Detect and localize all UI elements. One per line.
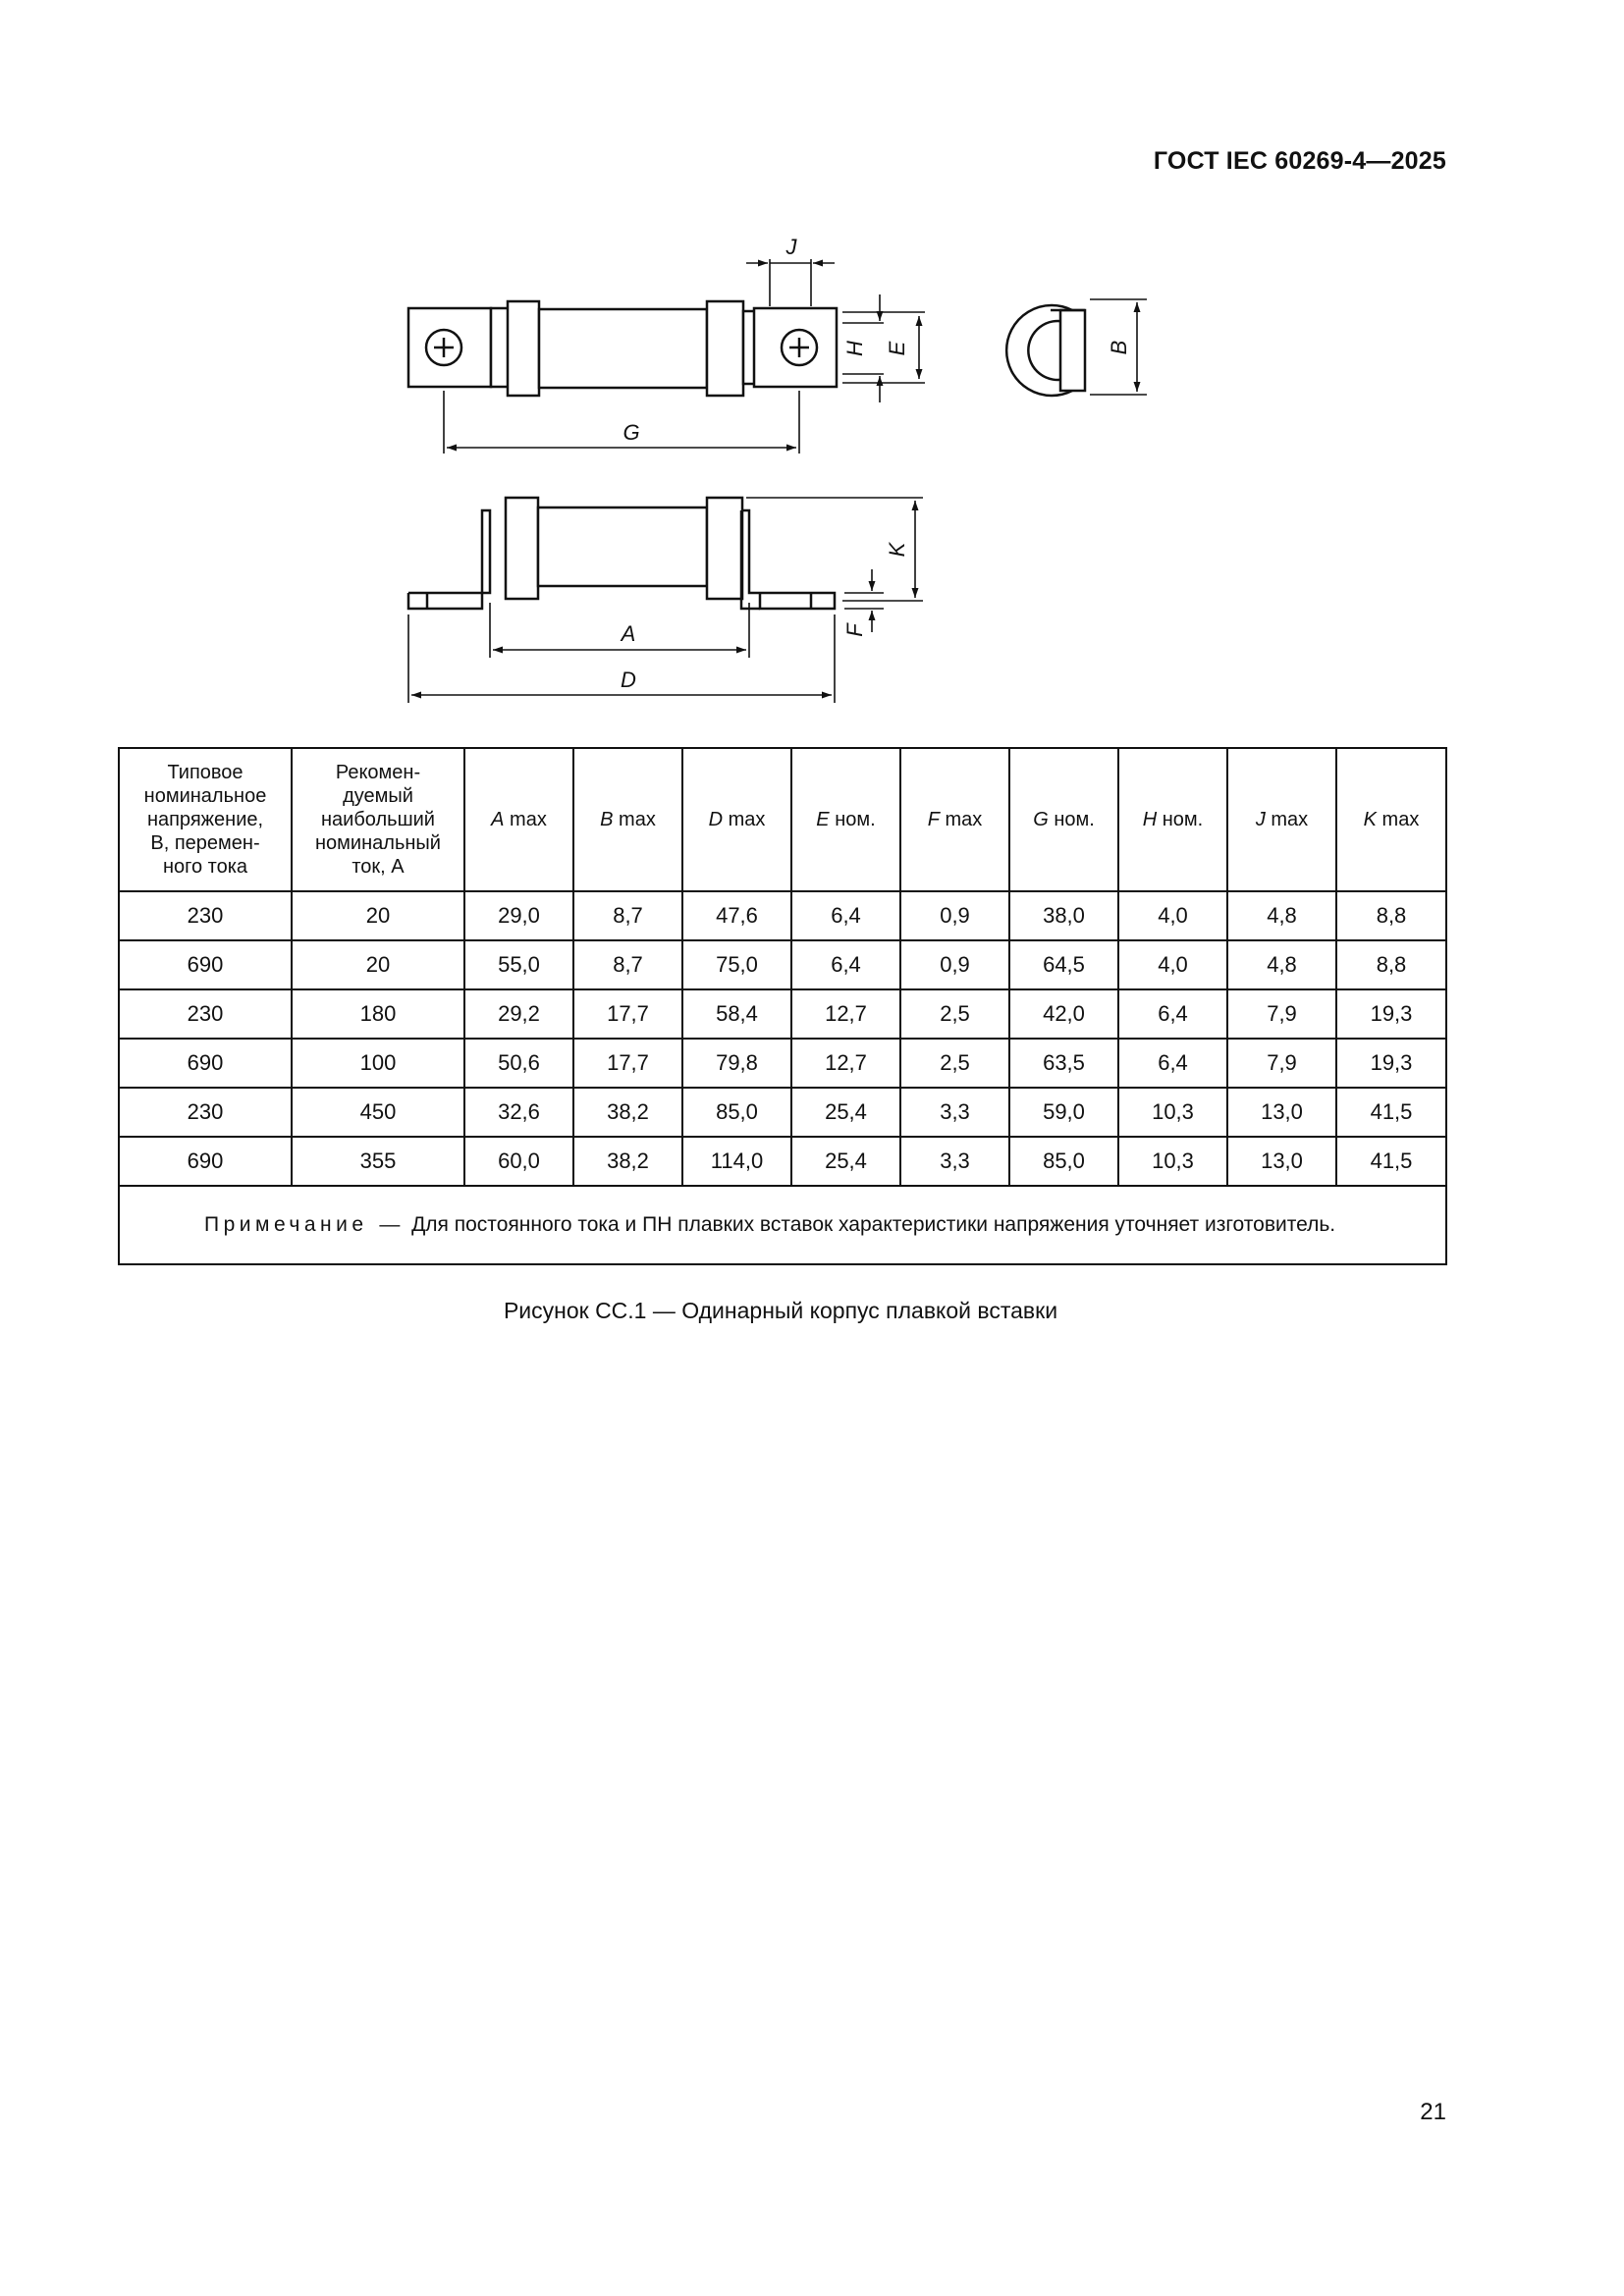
dim-label-j: J <box>785 235 797 259</box>
table-cell: 6,4 <box>1118 1039 1227 1088</box>
table-row <box>119 1137 1446 1186</box>
dim-label-e: E <box>885 341 909 356</box>
header-d: D max <box>682 748 791 891</box>
table-cell: 355 <box>292 1137 464 1186</box>
dim-label-g: G <box>623 420 640 445</box>
table-cell: 230 <box>119 891 292 940</box>
standard-header: ГОСТ IEC 60269-4—2025 <box>1153 147 1446 175</box>
header-current: Рекомен- дуемый наибольший номинальный ток, А <box>292 748 464 891</box>
table-cell: 180 <box>292 989 464 1039</box>
table-cell: 4,8 <box>1227 891 1336 940</box>
dim-label-h: H <box>842 341 867 356</box>
table-row <box>119 1039 1446 1088</box>
table-cell: 19,3 <box>1336 1039 1446 1088</box>
page-number: 21 <box>1420 2099 1446 2125</box>
table-cell: 8,8 <box>1336 891 1446 940</box>
table-cell: 230 <box>119 989 292 1039</box>
table-row <box>119 989 1446 1039</box>
header-f: F max <box>900 748 1009 891</box>
note-label: Примечание <box>204 1213 368 1236</box>
end-view <box>1006 305 1085 396</box>
table-cell: 690 <box>119 1137 292 1186</box>
table-cell: 41,5 <box>1336 1137 1446 1186</box>
header-j: J max <box>1227 748 1336 891</box>
table-cell: 7,9 <box>1227 989 1336 1039</box>
table-cell: 114,0 <box>682 1137 791 1186</box>
header-b: B max <box>573 748 682 891</box>
table-cell: 4,0 <box>1118 940 1227 989</box>
dim-label-d: D <box>621 667 636 692</box>
table-cell: 63,5 <box>1009 1039 1118 1088</box>
table-cell: 4,8 <box>1227 940 1336 989</box>
table-cell: 13,0 <box>1227 1137 1336 1186</box>
table-cell: 60,0 <box>464 1137 573 1186</box>
table-cell: 12,7 <box>791 1039 900 1088</box>
table-cell: 2,5 <box>900 1039 1009 1088</box>
table-cell: 17,7 <box>573 989 682 1039</box>
table-cell: 38,2 <box>573 1137 682 1186</box>
table-cell: 20 <box>292 940 464 989</box>
table-cell: 79,8 <box>682 1039 791 1088</box>
table-cell: 3,3 <box>900 1088 1009 1137</box>
table-cell: 2,5 <box>900 989 1009 1039</box>
table-cell: 50,6 <box>464 1039 573 1088</box>
fuse-link-drawing <box>373 221 1159 712</box>
table-cell: 3,3 <box>900 1137 1009 1186</box>
table-cell: 38,2 <box>573 1088 682 1137</box>
table-cell: 690 <box>119 940 292 989</box>
table-cell: 0,9 <box>900 891 1009 940</box>
table-cell: 20 <box>292 891 464 940</box>
table-cell: 6,4 <box>1118 989 1227 1039</box>
table-cell: 29,2 <box>464 989 573 1039</box>
dim-label-a: A <box>621 621 636 646</box>
table-cell: 6,4 <box>791 940 900 989</box>
table-cell: 32,6 <box>464 1088 573 1137</box>
table-note <box>119 1186 1446 1264</box>
table-cell: 10,3 <box>1118 1137 1227 1186</box>
table-row <box>119 940 1446 989</box>
table-cell: 8,8 <box>1336 940 1446 989</box>
table-cell: 13,0 <box>1227 1088 1336 1137</box>
table-cell: 55,0 <box>464 940 573 989</box>
table-header-row <box>119 748 1446 891</box>
table-row <box>119 1088 1446 1137</box>
header-h: H ном. <box>1118 748 1227 891</box>
table-cell: 47,6 <box>682 891 791 940</box>
table-cell: 42,0 <box>1009 989 1118 1039</box>
table-cell: 12,7 <box>791 989 900 1039</box>
table-row <box>119 891 1446 940</box>
table-cell: 59,0 <box>1009 1088 1118 1137</box>
table-cell: 85,0 <box>1009 1137 1118 1186</box>
table-cell: 41,5 <box>1336 1088 1446 1137</box>
table-cell: 85,0 <box>682 1088 791 1137</box>
table-cell: 7,9 <box>1227 1039 1336 1088</box>
dim-label-k: K <box>885 542 909 558</box>
table-cell: 450 <box>292 1088 464 1137</box>
table-cell: 8,7 <box>573 891 682 940</box>
table-cell: 10,3 <box>1118 1088 1227 1137</box>
header-a: A max <box>464 748 573 891</box>
table-cell: 230 <box>119 1088 292 1137</box>
table-cell: 100 <box>292 1039 464 1088</box>
dim-label-b: B <box>1107 340 1131 355</box>
note-text: Для постоянного тока и ПН плавких вставок характеристики напряжения уточняет изготовитель. <box>411 1213 1336 1236</box>
table-cell: 0,9 <box>900 940 1009 989</box>
table-cell: 25,4 <box>791 1088 900 1137</box>
dimensions-table <box>118 747 1447 1265</box>
header-e: E ном. <box>791 748 900 891</box>
table-cell: 690 <box>119 1039 292 1088</box>
table-cell: 58,4 <box>682 989 791 1039</box>
table-cell: 8,7 <box>573 940 682 989</box>
side-view <box>408 498 835 609</box>
header-k: K max <box>1336 748 1446 891</box>
table-cell: 4,0 <box>1118 891 1227 940</box>
header-g: G ном. <box>1009 748 1118 891</box>
table-cell: 6,4 <box>791 891 900 940</box>
table-cell: 75,0 <box>682 940 791 989</box>
table-cell: 38,0 <box>1009 891 1118 940</box>
table-cell: 29,0 <box>464 891 573 940</box>
header-voltage: Типовое номинальное напряжение, В, перемен- ного тока <box>119 748 292 891</box>
table-cell: 17,7 <box>573 1039 682 1088</box>
top-view <box>408 301 837 396</box>
table-cell: 25,4 <box>791 1137 900 1186</box>
table-cell: 19,3 <box>1336 989 1446 1039</box>
table-note-row <box>119 1186 1446 1264</box>
figure-caption: Рисунок СС.1 — Одинарный корпус плавкой вставки <box>503 1298 1058 1323</box>
table-cell: 64,5 <box>1009 940 1118 989</box>
note-dash: — <box>379 1213 401 1236</box>
dim-label-f: F <box>842 623 867 637</box>
